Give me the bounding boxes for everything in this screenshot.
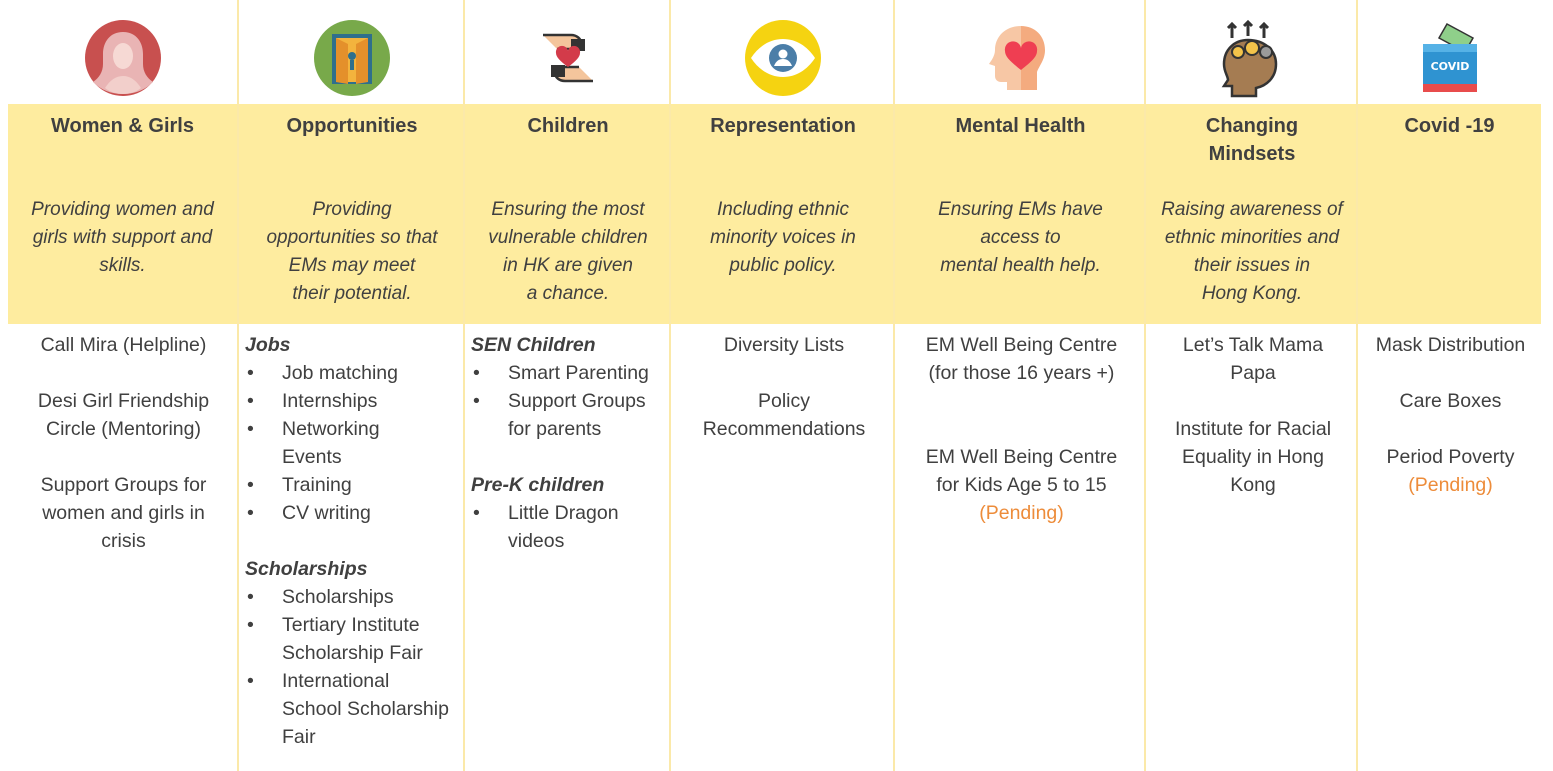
list-item: Let’s Talk Mama Papa — [1182, 334, 1324, 384]
list-item: EM Well Being Centre (for those 16 years +) — [925, 334, 1118, 384]
bullet-item: • International School Scholarship Fair — [247, 670, 449, 748]
column-title: Children — [527, 115, 609, 137]
list-item: Support Groups for women and girls in crisis — [40, 474, 207, 552]
bullet-item: • Internships — [247, 390, 378, 412]
list-item: EM Well Being Centre for Kids Age 5 to 15 — [925, 446, 1118, 496]
column-items — [901, 331, 1142, 527]
list-item: Mask Distribution — [1375, 334, 1526, 356]
column-women-girls — [8, 0, 237, 771]
bullet-item: • Smart Parenting — [473, 362, 649, 384]
section-heading: Pre-K children — [471, 474, 605, 496]
hijab-woman-icon — [8, 12, 237, 104]
column-items — [1364, 331, 1537, 499]
column-mental-health — [893, 0, 1146, 771]
column-covid-19 — [1356, 0, 1541, 771]
head-gears-icon — [1146, 12, 1358, 104]
column-items — [1152, 331, 1354, 499]
list-item: Call Mira (Helpline) — [40, 334, 207, 356]
eye-person-icon — [671, 12, 895, 104]
list-item: Care Boxes — [1399, 390, 1502, 412]
bullet-item: • Tertiary Institute Scholarship Fair — [247, 614, 423, 664]
bullet-item: • CV writing — [247, 502, 371, 524]
list-item: Diversity Lists — [723, 334, 845, 356]
column-title: Opportunities — [286, 115, 418, 137]
bullet-item: • Networking Events — [247, 418, 380, 468]
pending-label: (Pending) — [979, 502, 1064, 524]
bullet-item: • Little Dragon videos — [473, 502, 619, 552]
hands-heart-icon — [465, 12, 671, 104]
column-title: Changing Mindsets — [1205, 115, 1299, 165]
section-heading: Jobs — [245, 334, 291, 356]
list-item: Period Poverty — [1386, 446, 1515, 468]
column-items — [471, 331, 667, 555]
column-description: Including ethnic minority voices in public policy. — [710, 199, 856, 276]
section-heading: SEN Children — [471, 334, 596, 356]
column-items — [14, 331, 233, 555]
list-item: Policy Recommendations — [702, 390, 866, 440]
list-item: Desi Girl Friendship Circle (Mentoring) — [37, 390, 210, 440]
open-door-icon — [239, 12, 465, 104]
column-title: Women & Girls — [51, 115, 194, 137]
column-title: Representation — [710, 115, 856, 137]
column-title: Covid -19 — [1404, 115, 1495, 137]
column-items — [677, 331, 891, 443]
column-children — [463, 0, 671, 771]
icon-text: COVID — [1430, 60, 1469, 73]
bullet-item: • Support Groups for parents — [473, 390, 646, 440]
column-changing-mindsets — [1144, 0, 1358, 771]
pending-label: (Pending) — [1408, 474, 1493, 496]
column-description: Raising awareness of ethnic minorities and their issues in Hong Kong. — [1161, 199, 1343, 304]
section-heading: Scholarships — [245, 558, 368, 580]
column-description: Providing women and girls with support and skills. — [31, 199, 214, 276]
head-heart-icon — [895, 12, 1146, 104]
covid-ballot-box-icon — [1358, 12, 1541, 104]
column-title: Mental Health — [955, 115, 1086, 137]
list-item: Institute for Racial Equality in Hong Kong — [1174, 418, 1332, 496]
bullet-item: • Scholarships — [247, 586, 394, 608]
bullet-item: • Training — [247, 474, 352, 496]
column-opportunities — [237, 0, 465, 771]
column-description: Ensuring EMs have access to mental health help. — [938, 199, 1103, 276]
column-items — [245, 331, 461, 751]
column-description: Ensuring the most vulnerable children in HK are given a chance. — [488, 199, 648, 304]
bullet-item: • Job matching — [247, 362, 398, 384]
column-representation — [669, 0, 895, 771]
column-description: Providing opportunities so that EMs may meet their potential. — [266, 199, 438, 304]
